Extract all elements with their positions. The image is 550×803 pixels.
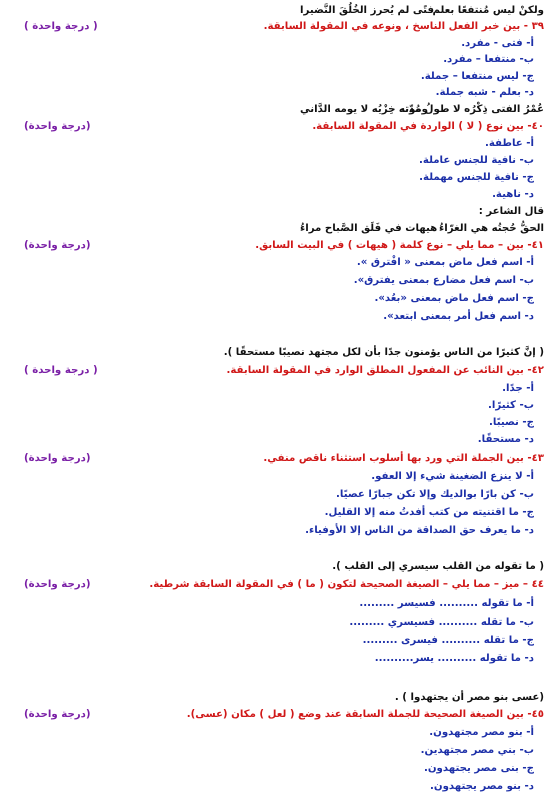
mark-45: (درجة واحدة)	[24, 709, 91, 720]
option-44-a: أ- ما تقوله .......... فسيسر .........	[359, 598, 534, 609]
quote-45: (عسى بنو مصر أن يجتهدوا ) .	[394, 692, 544, 703]
verse-40-right: عُمْرُ الفتى ذِكْرُه لا طولُ مُدّته	[398, 104, 544, 115]
mark-44: (درجة واحدة)	[24, 579, 91, 590]
quote-44: ( ما تقوله من القلب سيسري إلى القلب ).	[332, 561, 544, 572]
quote-42: ( إنَّ كثيرًا من الناس يؤمنون جدًا بأن لكل مجتهد نصيبًا مستحقًا ).	[223, 347, 544, 358]
option-42-d: د- مستحقًا.	[477, 434, 534, 445]
option-45-a: أ- بنو مصر مجتهدون.	[429, 727, 534, 738]
option-44-d: د- ما تقوله .......... يسر..........	[374, 653, 534, 664]
verse-40-left: وموته خِزْيُه لا يومه الدَّاني	[300, 104, 429, 115]
option-41-b: ب- اسم فعل مضارع بمعنى يفترق».	[353, 275, 534, 286]
option-44-b: ب- ما تقله .......... فسيسري .........	[349, 617, 534, 628]
option-41-d: د- اسم فعل أمر بمعنى ابتعد».	[383, 311, 534, 322]
option-43-c: ج- ما اقتنيته من كتب أفدتُ منه إلا القليل.	[324, 507, 534, 518]
option-44-c: ج- ما تقله .......... فيسرى .........	[362, 635, 534, 646]
verse-41-right: الحقُّ حُجتُه هي الغرّاءُ	[439, 223, 544, 234]
option-43-b: ب- كن بارًا بوالديك وإلا تكن جبارًا عصيًا.	[336, 489, 534, 500]
option-40-d: د- ناهية.	[492, 189, 534, 200]
question-40: ٤٠- بين نوع ( لا ) الواردة في المقولة السابقة.	[312, 121, 544, 132]
mark-42: ( درجة واحدة )	[24, 365, 98, 376]
question-39: ٣٩ - بين خبر الفعل الناسخ ، ونوعه في المقولة السابقة.	[263, 21, 544, 32]
mark-41: (درجة واحدة)	[24, 240, 91, 251]
question-44: ٤٤ – ميز – مما يلي – الصيغة الصحيحة لتكون ( ما ) في المقولة السابقة شرطية.	[149, 579, 544, 590]
mark-40: (درجة واحدة)	[24, 121, 91, 132]
option-42-a: أ- جدًا.	[502, 383, 534, 394]
option-39-c: ج- ليس منتفعا – جملة.	[420, 71, 534, 82]
option-43-d: د- ما يعرف حق الصداقة من الناس إلا الأوفياء.	[305, 525, 534, 536]
option-45-c: ج- بنى مصر يجتهدون.	[423, 763, 534, 774]
mark-39: ( درجة واحدة )	[24, 21, 98, 32]
mark-43: (درجة واحدة)	[24, 453, 91, 464]
option-40-b: ب- نافية للجنس عاملة.	[419, 155, 534, 166]
option-43-a: أ- لا ينزع الضغينة شيء إلا العفو.	[371, 471, 534, 482]
option-39-b: ب- منتفعا – مفرد.	[443, 54, 534, 65]
option-39-d: د- بعلم - شبه جملة.	[435, 87, 534, 98]
option-40-c: ج- نافية للجنس مهملة.	[419, 172, 534, 183]
option-45-b: ب- بني مصر مجتهدين.	[420, 745, 534, 756]
option-41-c: ج- اسم فعل ماض بمعنى «بعُد».	[374, 293, 534, 304]
option-42-c: ج- نصيبًا.	[489, 417, 534, 428]
verse-41-left: هيهات في فَلَق الصَّباح مراءُ	[300, 223, 438, 234]
question-42: ٤٢- بين النائب عن المفعول المطلق الوارد في المقولة السابقة.	[226, 365, 544, 376]
option-39-a: أ- فتى - مفرد.	[461, 38, 534, 49]
option-42-b: ب- كثيرًا.	[488, 400, 534, 411]
option-45-d: د- بنو مصر يجتهدون.	[430, 781, 534, 792]
intro-41: قال الشاعر :	[478, 206, 544, 217]
question-41: ٤١- بين – مما يلي – نوع كلمة ( هيهات ) في البيت السابق.	[255, 240, 544, 251]
question-43: ٤٣- بين الجملة التي ورد بها أسلوب استثناء ناقص منفي.	[263, 453, 544, 464]
option-40-a: أ- عاطفة.	[484, 138, 534, 149]
question-45: ٤٥- بين الصيغة الصحيحة للجملة السابقة عند وضع ( لعل ) مكان (عسى).	[186, 709, 544, 720]
verse-39-left: فتًى لم يُحرز الخُلُقَ النَّضيرا	[300, 5, 435, 16]
option-41-a: أ- اسم فعل ماض بمعنى « افْترق ».	[356, 257, 534, 268]
verse-39-right: ولكنْ ليس مُنتفعًا بعلم	[432, 5, 544, 16]
